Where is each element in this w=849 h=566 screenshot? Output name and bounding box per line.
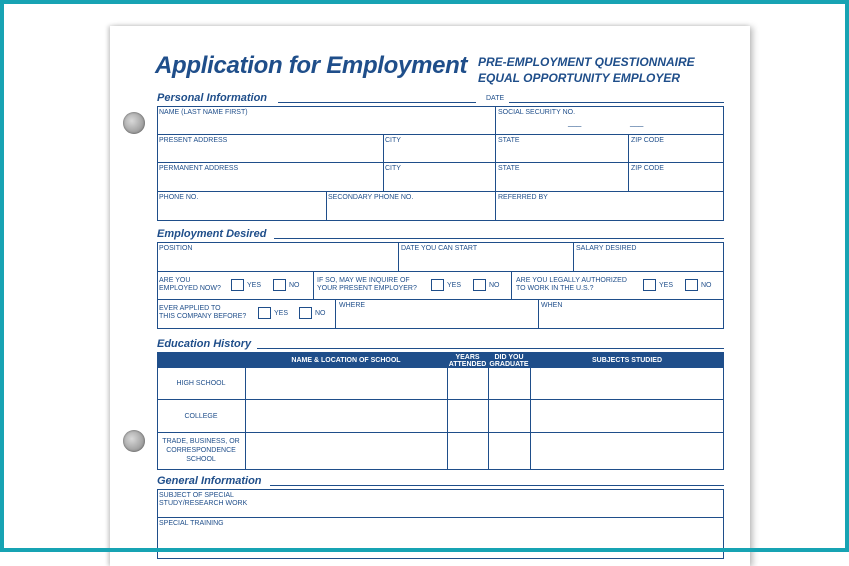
inquire-yes-checkbox[interactable] [431,279,444,291]
applied-no-checkbox[interactable] [299,307,312,319]
yes-label: YES [247,282,262,289]
col-grad-line1: DID YOU [494,354,524,361]
special-study-line1: SUBJECT OF SPECIAL [159,492,234,499]
permanent-zip-field[interactable]: ZIP CODE [631,165,664,172]
name-field[interactable]: NAME (LAST NAME FIRST) [159,109,248,116]
heading-rule [274,238,724,239]
employed-now-line2: EMPLOYED NOW? [159,285,221,292]
col-grad-line2: GRADUATE [489,361,529,368]
permanent-city-field[interactable]: CITY [385,165,401,172]
date-line[interactable] [509,102,724,103]
permanent-address-field[interactable]: PERMANENT ADDRESS [159,165,239,172]
applied-yes-checkbox[interactable] [258,307,271,319]
section-education-heading: Education History [157,338,252,350]
where-field[interactable]: WHERE [339,302,366,309]
permanent-state-field[interactable]: STATE [498,165,520,172]
authorized-line2: TO WORK IN THE U.S.? [516,285,594,292]
ssn-field[interactable]: SOCIAL SECURITY NO. [498,109,576,116]
col-years-line1: YEARS [455,354,480,361]
col-school-name: NAME & LOCATION OF SCHOOL [291,357,401,364]
employed-yes-checkbox[interactable] [231,279,244,291]
applied-before-label [159,305,246,321]
no-label: NO [289,282,300,289]
no-label: NO [701,282,712,289]
heading-rule [257,348,724,349]
row-college: COLLEGE [184,413,218,420]
ssn-dash: ___ [630,118,644,127]
salary-field[interactable]: SALARY DESIRED [576,245,637,252]
yes-label: YES [447,282,462,289]
authorized-label [516,277,627,293]
authorized-yes-checkbox[interactable] [643,279,656,291]
secondary-phone-field[interactable]: SECONDARY PHONE NO. [328,194,414,201]
section-personal-heading: Personal Information [157,92,268,104]
no-label: NO [315,310,326,317]
phone-field[interactable]: PHONE NO. [159,194,199,201]
present-zip-field[interactable]: ZIP CODE [631,137,664,144]
form-title: Application for Employment [155,52,468,79]
section-employment-heading: Employment Desired [157,228,267,240]
present-address-field[interactable]: PRESENT ADDRESS [159,137,228,144]
employed-no-checkbox[interactable] [273,279,286,291]
authorized-line1: ARE YOU LEGALLY AUTHORIZED [516,277,627,284]
no-label: NO [489,282,500,289]
start-date-field[interactable]: DATE YOU CAN START [401,245,478,252]
when-field[interactable]: WHEN [541,302,563,309]
heading-rule [270,485,724,486]
section-general-heading: General Information [157,475,262,487]
form-subtitle-eoe: EQUAL OPPORTUNITY EMPLOYER [478,71,681,85]
trade-line3: SCHOOL [186,456,216,463]
special-training-field[interactable]: SPECIAL TRAINING [159,520,224,527]
yes-label: YES [274,310,289,317]
yes-label: YES [659,282,674,289]
col-subjects: SUBJECTS STUDIED [591,357,662,364]
col-years-line2: ATTENDED [448,361,487,368]
date-label: DATE [486,95,505,102]
employed-now-label [159,277,221,293]
row-trade-school [157,437,245,464]
position-field[interactable]: POSITION [159,245,193,252]
inquire-line2: YOUR PRESENT EMPLOYER? [317,285,417,292]
form-subtitle-questionnaire: PRE-EMPLOYMENT QUESTIONNAIRE [478,55,695,69]
special-study-line2: STUDY/RESEARCH WORK [159,500,248,507]
ssn-dash: ___ [568,118,582,127]
inquire-label [317,277,417,293]
applied-line2: THIS COMPANY BEFORE? [159,313,247,320]
inquire-no-checkbox[interactable] [473,279,486,291]
present-state-field[interactable]: STATE [498,137,520,144]
employed-now-line1: ARE YOU [159,277,191,284]
row-high-school: HIGH SCHOOL [176,380,226,387]
binder-hole-bottom [123,430,145,452]
trade-line1: TRADE, BUSINESS, OR [162,438,240,445]
authorized-no-checkbox[interactable] [685,279,698,291]
inquire-line1: IF SO, MAY WE INQUIRE OF [317,277,410,284]
referred-by-field[interactable]: REFERRED BY [498,194,548,201]
binder-hole-top [123,112,145,134]
applied-line1: EVER APPLIED TO [159,305,221,312]
heading-rule [278,102,476,103]
present-city-field[interactable]: CITY [385,137,401,144]
trade-line2: CORRESPONDENCE [166,447,236,454]
special-study-field[interactable] [159,492,247,508]
